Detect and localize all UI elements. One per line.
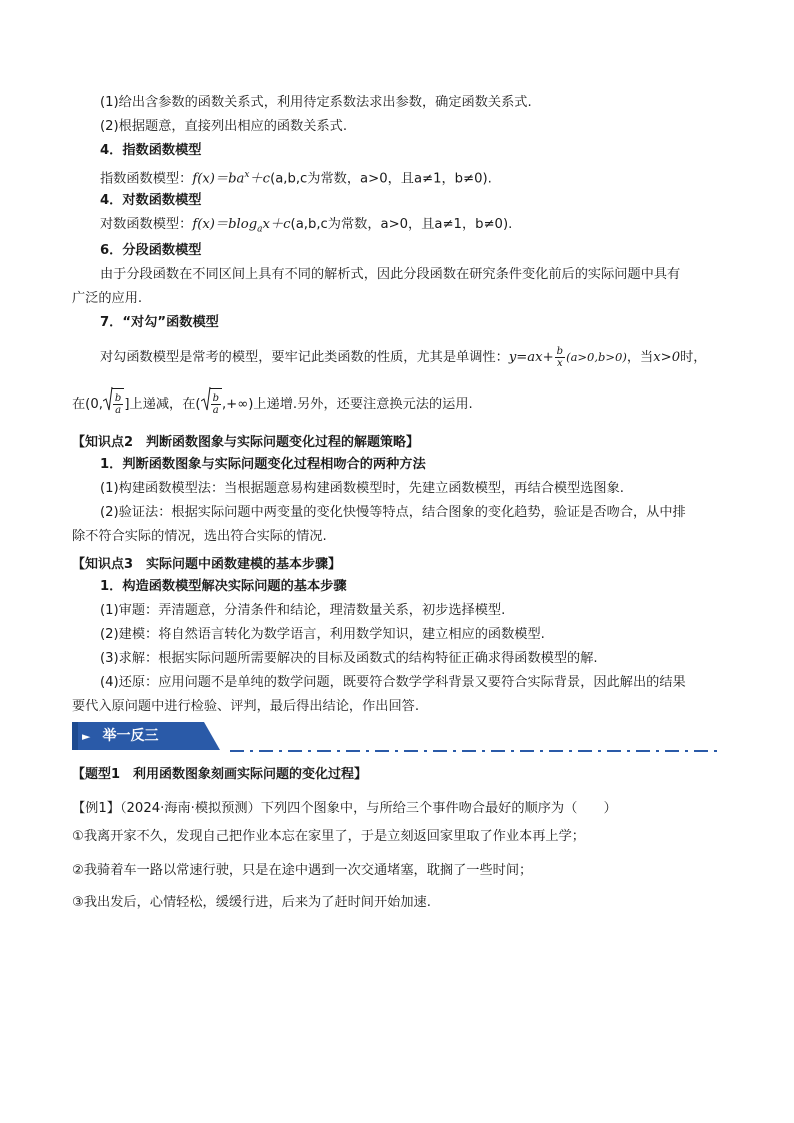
duigou-formula: y=ax+ [508,350,554,365]
exp-model-sup: x [244,170,250,180]
sqrt-den-2: a [212,404,219,416]
type1-title: 【题型1 利用函数图象刻画实际问题的变化过程】 [72,767,368,782]
sqrt-den-1: a [115,404,122,416]
kp2-line-2: (2)验证法：根据实际问题中两变量的变化快慢等特点，结合图象的变化趋势，验证是否吻合，从中排 [100,505,686,520]
kp2-line-1: (1)构建函数模型法：当根据题意易构建函数模型时，先建立函数模型，再结合模型选图象. [100,481,624,496]
method-line-2: (2)根据题意，直接列出相应的函数关系式. [100,119,348,134]
exp-model-prefix: 指数函数模型： [100,171,193,187]
log-model-formula: f(x)＝blog [192,217,258,232]
kp3-line-5: 要代入原问题中进行检验、评判，最后得出结论，作出回答. [72,699,420,714]
kp2-heading: 1．判断函数图象与实际问题变化过程相吻合的两种方法 [100,457,426,472]
kp3-line-1: (1)审题：弄清题意，分清条件和结论，理清数量关系，初步选择模型. [100,603,506,618]
play-arrow-icon: ► [82,730,91,743]
kp3-line-4: (4)还原：应用问题不是单纯的数学问题，既要符合数学学科背景又要符合实际背景，因此解出的结果 [100,675,686,690]
banner-title: 举一反三 [102,728,159,744]
duigou-text2-c: ,+∞)上递增.另外，还要注意换元法的运用. [221,397,473,412]
example-1: 【例1】（2024·海南·模拟预测）下列四个图象中，与所给三个事件吻合最好的顺序为（ ） [72,801,617,816]
exp-model-heading: 4．指数函数模型 [100,143,202,158]
method-line-1: (1)给出含参数的函数关系式，利用待定系数法求出参数，确定函数关系式. [100,95,532,110]
kp2-title: 【知识点2 判断函数图象与实际问题变化过程的解题策略】 [72,435,420,450]
duigou-line-1 [100,344,750,370]
log-model-prefix: 对数函数模型： [100,217,193,232]
exp-model-conditions: (a,b,c为常数，a>0，且a≠1，b≠0). [270,171,492,187]
duigou-text-d: 时， [680,350,707,365]
log-model-conditions: (a,b,c为常数，a>0，且a≠1，b≠0). [290,217,513,232]
kp3-title: 【知识点3 实际问题中函数建模的基本步骤】 [72,557,342,572]
sqrt-fraction-2 [211,393,221,416]
event-2: ②我骑着车一路以常速行驶，只是在途中遇到一次交通堵塞，耽搁了一些时间； [72,863,533,878]
sqrt-num-2: b [212,392,219,404]
duigou-fraction [555,346,565,369]
event-3: ③我出发后，心情轻松，缓缓行进，后来为了赶时间开始加速. [72,895,431,910]
duigou-cond: (a>0,b>0) [566,350,627,364]
exp-model-tail: ＋c [249,171,271,187]
duigou-text2-b: ]上递减，在( [124,397,201,412]
log-model-heading: 4．对数函数模型 [100,193,202,208]
duigou-line-2 [72,388,722,418]
sqrt-sign-icon [201,386,211,412]
sqrt-fraction-1 [113,393,123,416]
kp2-line-3: 除不符合实际的情况，选出符合实际的情况. [72,529,327,544]
kp3-line-2: (2)建模：将自然语言转化为数学语言，利用数学知识，建立相应的函数模型. [100,627,545,642]
sqrt-b-over-a-1 [103,388,124,420]
duigou-heading: 7．“对勾”函数模型 [100,315,219,330]
piecewise-text-2: 广泛的应用. [72,291,143,306]
duigou-text2-a: 在(0, [72,397,103,412]
piecewise-text-1: 由于分段函数在不同区间上具有不同的解析式，因此分段函数在研究条件变化前后的实际问题中具有 [100,267,681,282]
frac-numerator: b [556,345,564,357]
piecewise-heading: 6．分段函数模型 [100,243,202,258]
kp3-line-3: (3)求解：根据实际问题所需要解决的目标及函数式的结构特征正确求得函数模型的解. [100,651,598,666]
banner-label [82,727,176,746]
log-model-tail: x＋c [262,217,291,232]
log-model-sub: a [257,224,263,235]
sqrt-b-over-a-2 [201,388,222,420]
duigou-text-c: x>0 [653,350,681,365]
frac-denominator: x [557,357,563,369]
kp3-heading: 1．构造函数模型解决实际问题的基本步骤 [100,579,347,594]
log-model-line [100,216,750,239]
event-1: ①我离开家不久，发现自己把作业本忘在家里了，于是立刻返回家里取了作业本再上学； [72,829,585,844]
duigou-text-b: ，当 [626,350,654,365]
sqrt-num-1: b [114,392,122,404]
exp-model-formula: f(x)＝ba [192,171,245,187]
banner-dash-divider [230,749,720,753]
sqrt-sign-icon [103,386,113,412]
duigou-text-a: 对勾函数模型是常考的模型，要牢记此类函数的性质，尤其是单调性： [100,350,509,365]
exp-model-line [100,166,750,188]
